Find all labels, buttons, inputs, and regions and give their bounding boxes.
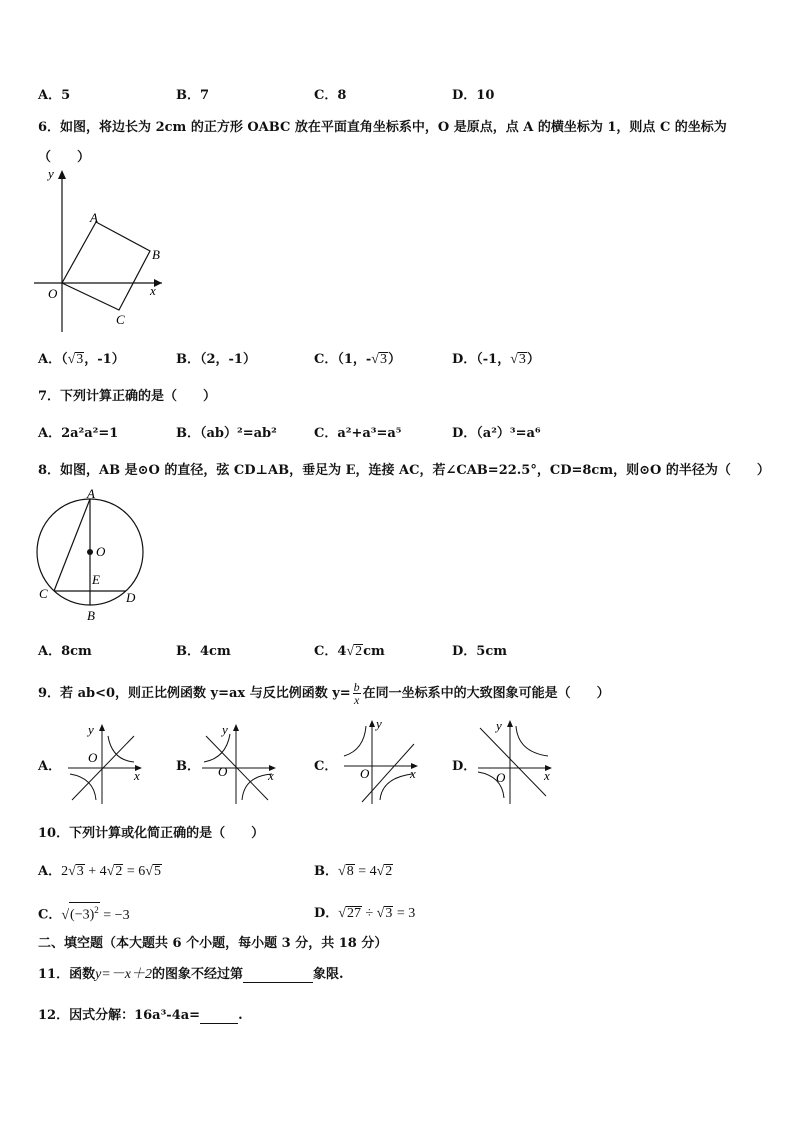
q11-answer-blank[interactable] — [243, 967, 313, 983]
q6-fig-a: A — [90, 210, 98, 225]
q6-square-figure — [30, 164, 170, 336]
svg-text:y: y — [496, 718, 502, 733]
svg-text:x: x — [268, 768, 274, 783]
q6-fig-x: x — [150, 283, 156, 298]
q6-fig-y: y — [48, 166, 54, 181]
q9-label-b: B． — [176, 759, 200, 774]
q8-fig-a: A — [87, 486, 95, 501]
q8-fig-d: D — [126, 590, 136, 605]
q8-option-c: C．4√2cm — [314, 644, 385, 659]
q8-fig-c: C — [39, 586, 48, 601]
svg-text:x: x — [134, 768, 140, 783]
q9-graph-c — [340, 716, 424, 806]
q8-fig-e: E — [92, 572, 100, 587]
q10-option-b: B．√8 = 4√2 — [314, 864, 393, 879]
q7-option-a: A．2a²a²=1 — [38, 426, 119, 441]
svg-text:O: O — [218, 764, 228, 779]
q6-fig-c: C — [116, 312, 125, 327]
q9-question: 9．若 ab<0，则正比例函数 y=ax 与反比例函数 y= $\frac{b}{x}$ 在同一坐标系中的大致图象可能是（ ） — [38, 680, 610, 707]
section-2-heading: 二、填空题（本大题共 6 个小题，每小题 3 分，共 18 分） — [38, 936, 388, 951]
q8-question: 8．如图，AB 是⊙O 的直径，弦 CD⊥AB，垂足为 E，连接 AC，若∠CAB=22.5°，CD=8cm，则⊙O 的半径为（ ） — [38, 463, 770, 478]
q10-option-d: D．√27 ÷ √3 = 3 — [314, 906, 416, 921]
q8-option-b: B．4cm — [176, 644, 231, 659]
q9-fraction-numerator: b — [353, 680, 360, 694]
q6-option-a: A．（√3，-1） — [38, 352, 125, 367]
q9-fraction-denominator: x — [354, 693, 360, 707]
q6-fig-o: O — [48, 286, 58, 301]
q9-graph-b — [198, 720, 282, 806]
q11-question: 11．函数y=－x＋2的图象不经过第 象限. — [38, 967, 344, 982]
svg-text:O: O — [88, 750, 98, 765]
q6-option-d: D．（-1，√3） — [452, 352, 540, 367]
svg-text:O: O — [360, 766, 370, 781]
q5-option-c: C．8 — [314, 88, 347, 103]
q8-fig-b: B — [87, 608, 95, 623]
q6-fig-b: B — [152, 247, 160, 262]
svg-text:y: y — [88, 722, 94, 737]
q9-graph-d — [474, 716, 558, 806]
svg-text:x: x — [410, 766, 416, 781]
q5-option-a: A．5 — [38, 88, 71, 103]
svg-text:y: y — [376, 716, 382, 731]
svg-text:O: O — [496, 770, 506, 785]
q5-option-b: B．7 — [176, 88, 210, 103]
q12-question: 12．因式分解：16a³-4a= . — [38, 1008, 243, 1023]
q9-graph-a — [64, 720, 148, 806]
q10-option-c: C．$√(-3)^2 = -3$ — [38, 902, 130, 924]
svg-text:x: x — [544, 768, 550, 783]
q8-option-a: A．8cm — [38, 644, 92, 659]
q7-option-b: B．（ab）²=ab² — [176, 426, 277, 441]
q7-option-c: C．a²+a³=a⁵ — [314, 426, 402, 441]
q7-question: 7．下列计算正确的是（ ） — [38, 389, 217, 404]
q7-option-d: D．（a²）³=a⁶ — [452, 426, 541, 441]
q6-option-b: B．（2，-1） — [176, 352, 256, 367]
q8-circle-figure — [34, 484, 146, 624]
q8-fig-o: O — [96, 544, 106, 559]
q6-question: 6．如图，将边长为 2cm 的正方形 OABC 放在平面直角坐标系中，O 是原点，点 A 的横坐标为 1，则点 C 的坐标为 — [38, 120, 727, 135]
q5-option-d: D．10 — [452, 88, 495, 103]
q9-label-c: C． — [314, 759, 338, 774]
q12-answer-blank[interactable] — [200, 1008, 238, 1024]
svg-text:y: y — [222, 722, 228, 737]
q10-option-a: A．2√3 + 4√2 = 6√5 — [38, 864, 161, 879]
q6-option-c: C．（1，-√3） — [314, 352, 401, 367]
q6-paren: （ ） — [38, 150, 91, 165]
q9-label-d: D． — [452, 759, 477, 774]
q9-label-a: A． — [38, 759, 62, 774]
q10-question: 10．下列计算或化简正确的是（ ） — [38, 826, 265, 841]
q8-option-d: D．5cm — [452, 644, 507, 659]
